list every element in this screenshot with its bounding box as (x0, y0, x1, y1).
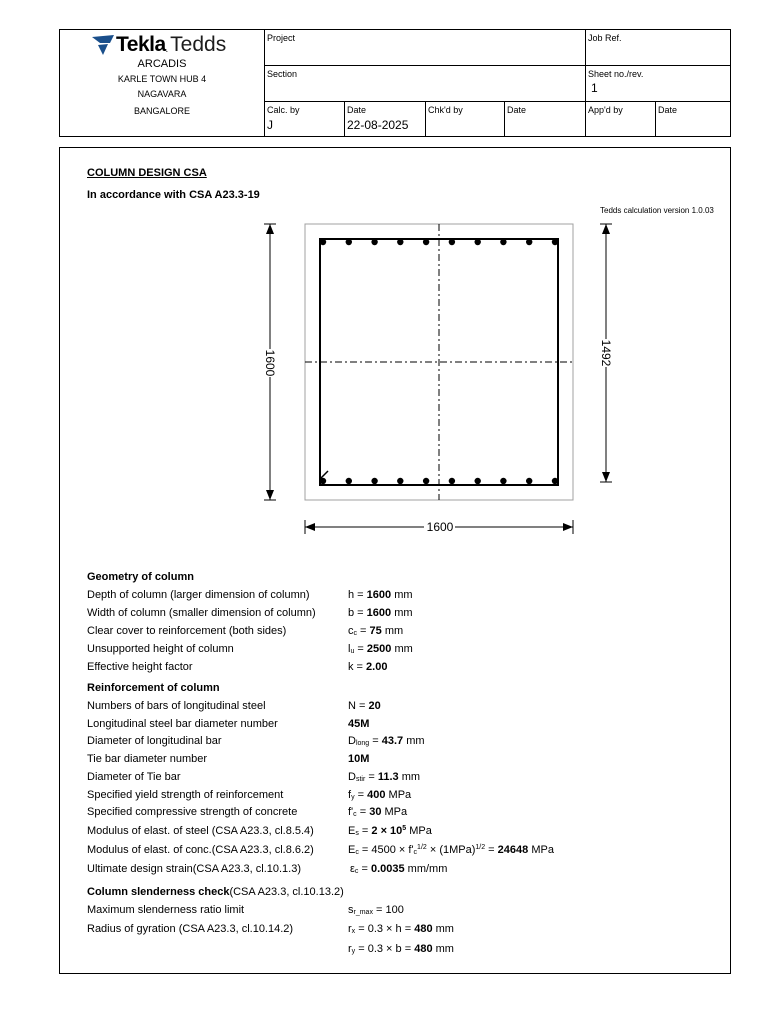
dimension-arrow (266, 490, 274, 500)
chkd-by-label: Chk'd by (428, 105, 463, 115)
tie-hook (320, 471, 328, 479)
slenderness-heading: Column slenderness check(CSA A23.3, cl.10.13.2) (87, 886, 344, 898)
rebar-dot (449, 239, 455, 245)
job-ref-label: Job Ref. (588, 33, 622, 43)
row-value: $Es = 2 \times 10^5$ MPa (348, 825, 432, 837)
row-label: Clear cover to reinforcement (both sides) (87, 625, 287, 637)
row-value: 10M (348, 753, 370, 766)
row-label: Longitudinal steel bar diameter number (87, 717, 278, 730)
row-value: cc = 75 mm (348, 625, 404, 637)
row-label: Width of column (smaller dimension of column) (87, 607, 316, 619)
dimension-arrow (266, 224, 274, 234)
rebar-dot (320, 478, 326, 484)
row-label: Effective height factor (87, 661, 193, 673)
rebar-dot (500, 478, 506, 484)
row-value: k = 2.00 (348, 661, 388, 673)
row-label: Diameter of longitudinal bar (87, 735, 222, 748)
row-label: Numbers of bars of longitudinal steel (87, 700, 266, 712)
appd-by-label: App'd by (588, 105, 623, 115)
rebar-dot (397, 239, 403, 245)
row-value: fy = 400 MPa (348, 788, 412, 801)
rebar-dot (423, 478, 429, 484)
rebar-dot (346, 239, 352, 245)
row-value: εc = 0.0035 mm/mm (350, 863, 448, 875)
row-value: Dstir = 11.3 mm (348, 770, 421, 783)
date-label: Date (347, 105, 367, 115)
rebar-dot (371, 478, 377, 484)
rebar-dot (320, 239, 326, 245)
rebar-dot (526, 478, 532, 484)
geometry-heading: Geometry of column (87, 571, 194, 583)
date-label: Date (507, 105, 527, 115)
company-address-line: BANGALORE (133, 106, 191, 116)
tekla-tedds-logo: Tekla . Tedds (90, 33, 226, 57)
rebar-dot (500, 239, 506, 245)
row-label: Specified compressive strength of concrete (87, 806, 298, 819)
logo-brand-regular: Tedds (170, 33, 227, 56)
rebar-dot (552, 239, 558, 245)
row-label: Diameter of Tie bar (87, 770, 181, 783)
row-value: sr_max = 100 (348, 904, 404, 916)
rebar-dot (526, 239, 532, 245)
rebar-dot (423, 239, 429, 245)
row-label: Modulus of elast. of steel (CSA A23.3, cl.8.5.4) (87, 825, 314, 837)
row-label: Maximum slenderness ratio limit (87, 904, 245, 916)
doc-subtitle: In accordance with CSA A23.3-19 (87, 189, 260, 201)
section-label: Section (267, 69, 298, 79)
date-value: 22-08-2025 (347, 118, 409, 132)
project-label: Project (267, 33, 296, 43)
rebar-dot (552, 478, 558, 484)
row-label: Specified yield strength of reinforcement (87, 788, 284, 801)
row-value: rx = 0.3 × h = 480 mm (348, 923, 454, 935)
rebar-dot (346, 478, 352, 484)
row-label: Modulus of elast. of conc.(CSA A23.3, cl.8.6.2) (87, 844, 314, 856)
rebar-dot (475, 239, 481, 245)
row-value: f'c = 30 MPa (348, 806, 408, 819)
dimension-arrow (602, 224, 610, 234)
row-label: Depth of column (larger dimension of column) (87, 589, 310, 601)
row-label: Tie bar diameter number (87, 753, 208, 766)
sheet-label: Sheet no./rev. (588, 69, 644, 79)
company-name: ARCADIS (137, 58, 187, 70)
height-dimension-label: 1600 (263, 349, 277, 377)
row-value: ry = 0.3 × b = 480 mm (348, 943, 454, 955)
row-label: Radius of gyration (CSA A23.3, cl.10.14.2) (87, 923, 294, 935)
row-value: N = 20 (348, 700, 381, 712)
company-address-line: KARLE TOWN HUB 4 (117, 74, 207, 84)
row-value: $Ec = 4500 \times f'c^{1/2} \times (1MPa)^{1/2} = 24648$ MPa (348, 844, 554, 856)
version-note: Tedds calculation version 1.0.03 (600, 206, 714, 215)
dimension-arrow (563, 523, 573, 531)
row-value: lu = 2500 mm (348, 643, 413, 655)
rebar-dot (371, 239, 377, 245)
reinforcement-heading: Reinforcement of column (87, 682, 220, 694)
doc-title: COLUMN DESIGN CSA (87, 167, 207, 179)
logo-brand-bold: Tekla (116, 33, 166, 56)
row-value: Dlong = 43.7 mm (348, 735, 425, 748)
company-address-line: NAGAVARA (137, 89, 187, 99)
rebar-dot (397, 478, 403, 484)
width-dimension-label: 1600 (426, 520, 454, 534)
rebar-dot (475, 478, 481, 484)
dimension-arrow (602, 472, 610, 482)
row-label: Unsupported height of column (87, 643, 234, 655)
row-value: 45M (348, 717, 370, 730)
row-value: b = 1600 mm (348, 607, 413, 619)
calc-by-label: Calc. by (267, 105, 300, 115)
rebar-dot (449, 478, 455, 484)
dimension-arrow (305, 523, 315, 531)
calc-by-value: J (267, 118, 273, 132)
date-label: Date (658, 105, 678, 115)
sheet-value: 1 (591, 81, 598, 95)
row-label: Ultimate design strain(CSA A23.3, cl.10.1.3) (87, 863, 301, 875)
inner-dimension-label: 1492 (599, 339, 613, 367)
row-value: h = 1600 mm (348, 589, 413, 601)
